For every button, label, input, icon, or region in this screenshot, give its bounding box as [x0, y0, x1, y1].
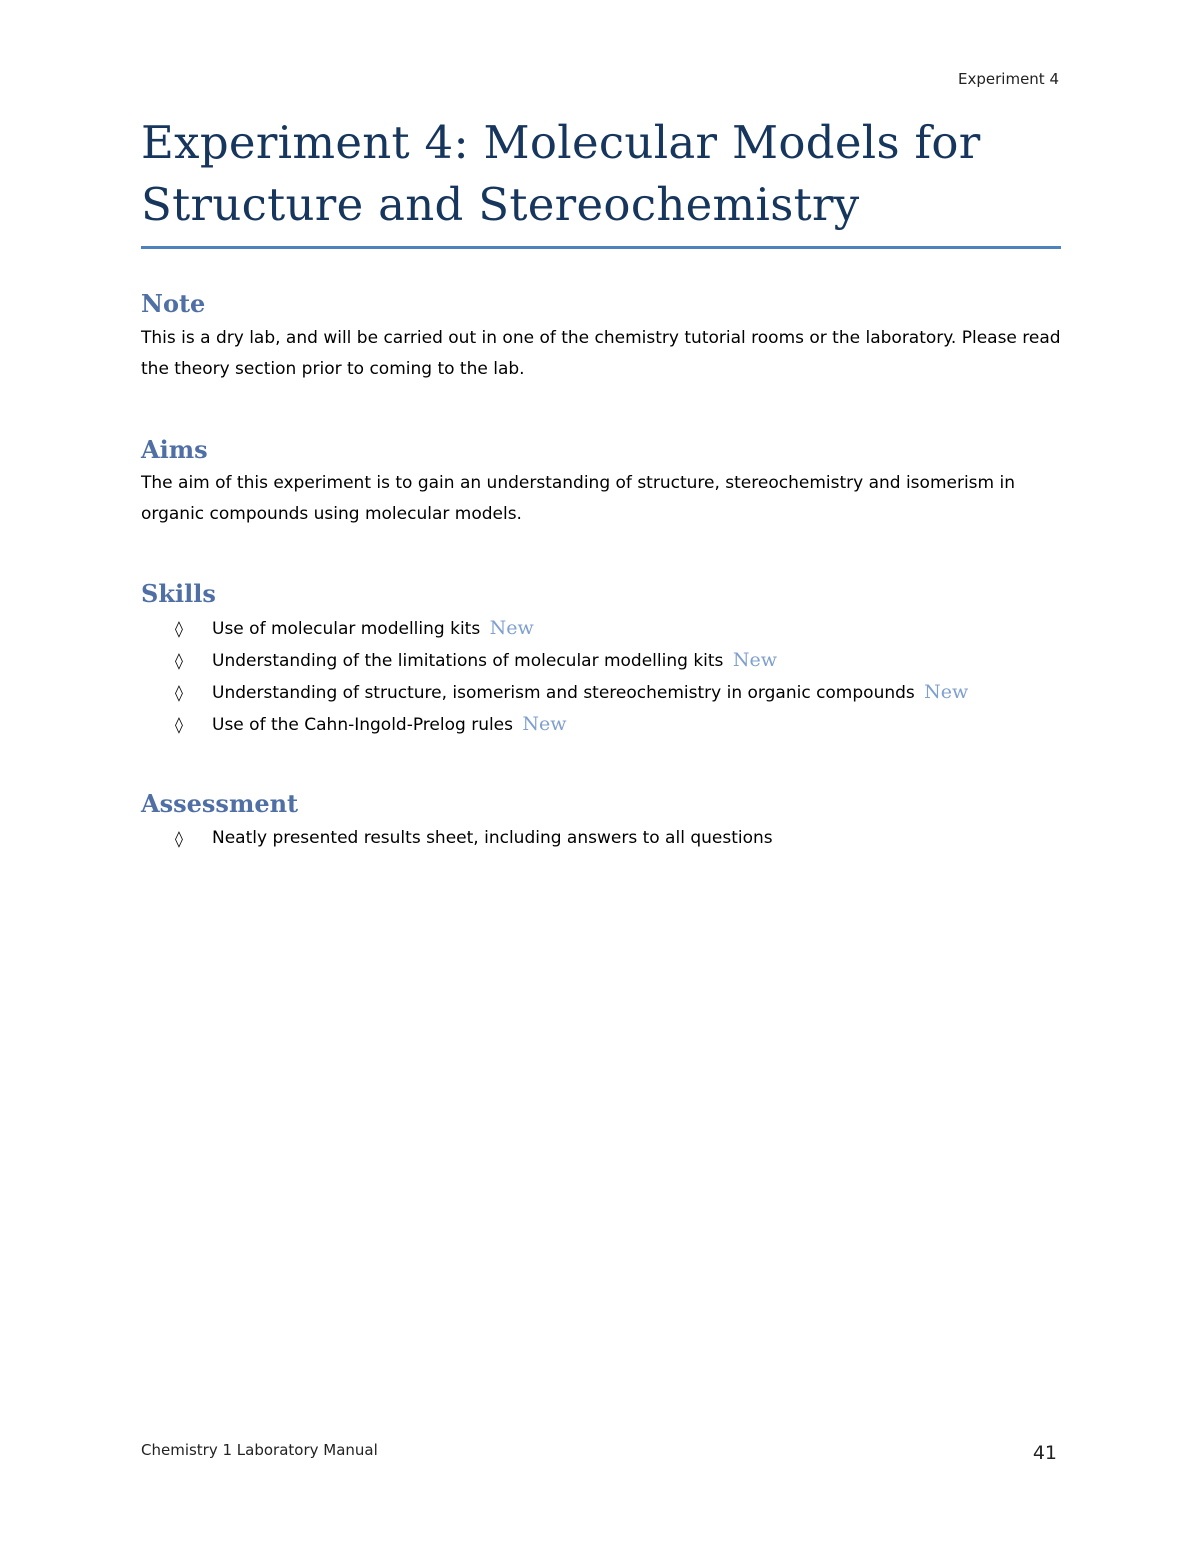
page-title-line-2: Structure and Stereochemistry	[141, 178, 860, 231]
title-divider	[141, 246, 1061, 249]
skills-section	[141, 579, 1061, 741]
diamond-bullet-icon: ◊	[175, 715, 183, 734]
page-title	[141, 112, 1061, 236]
note-heading: Note	[141, 289, 206, 318]
diamond-bullet-icon: ◊	[175, 829, 183, 848]
note-section	[141, 289, 1061, 385]
aims-section	[141, 435, 1061, 530]
list-item	[141, 613, 1061, 645]
diamond-bullet-icon: ◊	[175, 619, 183, 638]
running-header: Experiment 4	[958, 70, 1059, 88]
title-block	[141, 112, 1061, 249]
assessment-list	[141, 823, 1061, 854]
note-text: This is a dry lab, and will be carried out in one of the chemistry tutorial rooms or the laboratory. Please read the theory section prior to coming to the lab.	[141, 328, 1061, 379]
skill-text: Use of molecular modelling kits	[212, 619, 481, 639]
assessment-text: Neatly presented results sheet, including answers to all questions	[212, 828, 773, 848]
list-item	[141, 709, 1061, 741]
skills-list	[141, 613, 1061, 741]
diamond-bullet-icon: ◊	[175, 683, 183, 702]
skill-text: Use of the Cahn-Ingold-Prelog rules	[212, 715, 514, 735]
skill-text: Understanding of the limitations of molecular modelling kits	[212, 651, 724, 671]
footer-manual-title: Chemistry 1 Laboratory Manual	[141, 1441, 378, 1459]
new-tag: New	[732, 649, 777, 671]
page-number: 41	[1032, 1442, 1057, 1464]
list-item	[141, 677, 1061, 709]
list-item	[141, 645, 1061, 677]
new-tag: New	[522, 713, 567, 735]
aims-text: The aim of this experiment is to gain an understanding of structure, stereochemistry and isomerism in organic compounds using molecular models.	[141, 473, 1015, 524]
skills-heading: Skills	[141, 579, 216, 608]
diamond-bullet-icon: ◊	[175, 651, 183, 670]
new-tag: New	[924, 681, 969, 703]
page-title-line-1: Experiment 4: Molecular Models for	[141, 116, 981, 169]
list-item	[141, 823, 1061, 854]
new-tag: New	[489, 617, 534, 639]
skill-text: Understanding of structure, isomerism and stereochemistry in organic compounds	[212, 683, 915, 703]
assessment-heading: Assessment	[141, 789, 299, 818]
assessment-section	[141, 789, 1061, 854]
aims-heading: Aims	[141, 435, 208, 464]
